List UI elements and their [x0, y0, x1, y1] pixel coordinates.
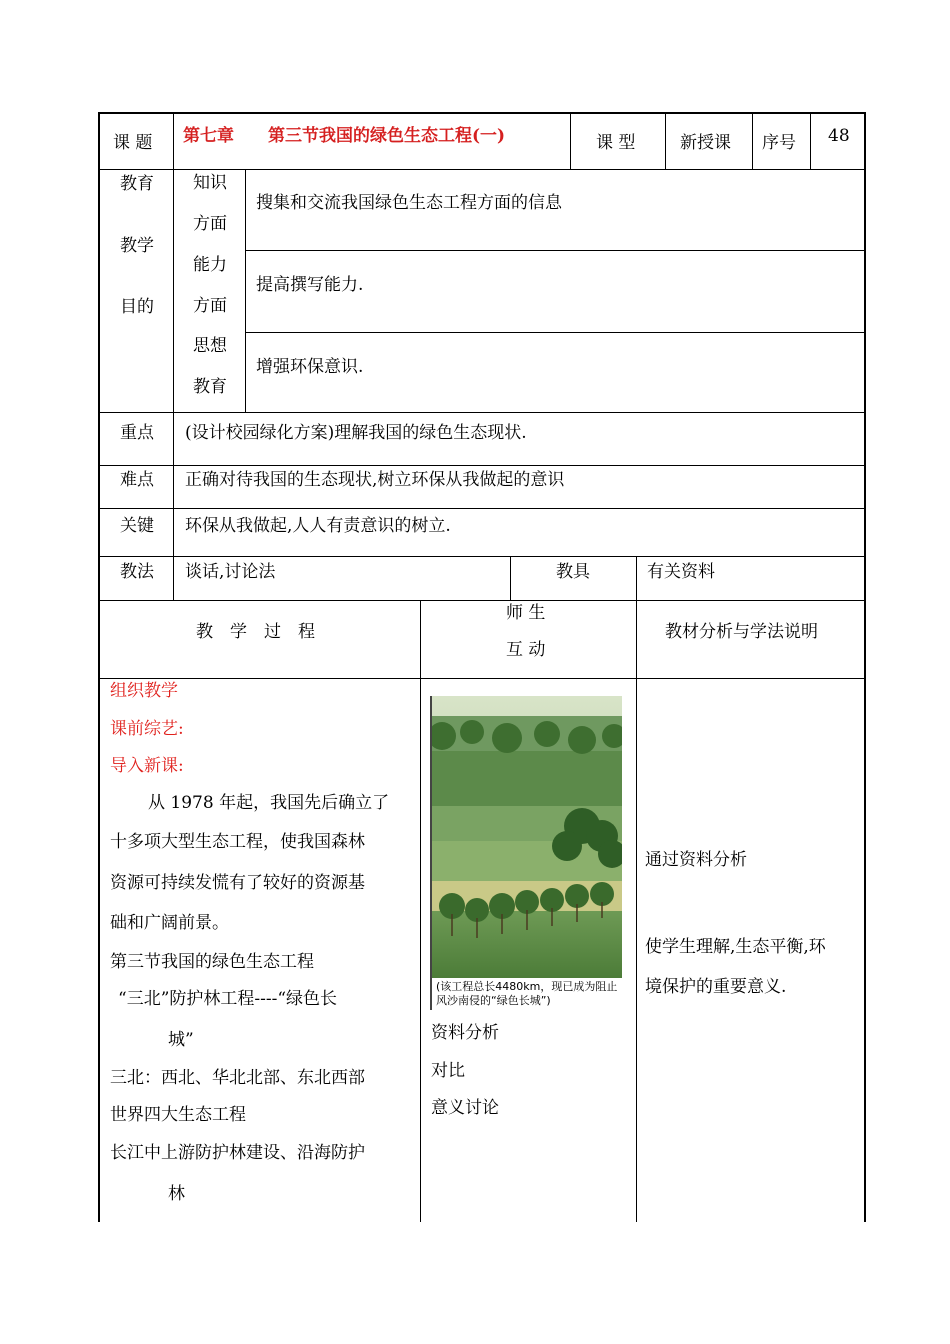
interaction-col-header: 互 动	[506, 640, 546, 660]
process-text: 世界四大生态工程	[110, 1105, 246, 1125]
kexing-label: 课 型	[596, 133, 636, 153]
jiaofa-label: 教法	[120, 562, 154, 582]
objective-category: 知识	[193, 173, 227, 193]
process-text: 础和广阔前景。	[110, 913, 229, 933]
objective-text: 增强环保意识.	[256, 357, 364, 377]
lesson-plan-table	[98, 112, 866, 1222]
analysis-text: 通过资料分析	[645, 850, 747, 870]
rule	[510, 556, 511, 600]
keti-label: 课 题	[113, 133, 153, 153]
zhongdian-text: (设计校园绿化方案)理解我国的绿色生态现状.	[185, 423, 527, 443]
analysis-text: 使学生理解,生态平衡,环	[645, 937, 826, 957]
step-warmup: 课前综艺:	[110, 719, 184, 739]
rule	[636, 556, 637, 1222]
rule	[245, 250, 865, 251]
interaction-item: 意义讨论	[431, 1098, 499, 1118]
rule	[100, 600, 865, 601]
objectives-label-2: 教学	[120, 236, 154, 256]
step-organize: 组织教学	[110, 681, 178, 701]
rule	[570, 112, 571, 169]
interaction-col-header: 师 生	[506, 603, 546, 623]
objective-category: 方面	[193, 296, 227, 316]
photo-caption: (该工程总长4480km，现已成为阻止风沙南侵的“绿色长城”)	[432, 978, 622, 1010]
objectives-label-3: 目的	[120, 297, 154, 317]
lesson-title: 第七章 第三节我国的绿色生态工程(一)	[183, 126, 506, 146]
interaction-item: 资料分析	[431, 1023, 499, 1043]
analysis-text: 境保护的重要意义.	[645, 977, 787, 997]
interaction-item: 对比	[431, 1061, 465, 1081]
rule	[100, 169, 865, 170]
objective-category: 方面	[193, 214, 227, 234]
objectives-label-1: 教育	[120, 174, 154, 194]
rule	[245, 169, 246, 412]
rule	[173, 112, 174, 600]
objective-category: 能力	[193, 255, 227, 275]
step-intro: 导入新课:	[110, 756, 184, 776]
guanjian-text: 环保从我做起,人人有责意识的树立.	[185, 516, 451, 536]
nandian-label: 难点	[120, 470, 154, 490]
process-text: 林	[168, 1184, 185, 1204]
zhongdian-label: 重点	[120, 423, 154, 443]
rule	[420, 600, 421, 1222]
rule	[810, 112, 811, 169]
process-col-header: 教 学 过 程	[196, 622, 315, 642]
process-text: 十多项大型生态工程，使我国森林	[110, 832, 365, 852]
nandian-text: 正确对待我国的生态现状,树立环保从我做起的意识	[185, 470, 565, 490]
process-text: 第三节我国的绿色生态工程	[110, 952, 314, 972]
jiaoju-label: 教具	[556, 562, 590, 582]
shelterbelt-photo	[430, 696, 622, 1010]
rule	[100, 508, 865, 509]
landscape-illustration	[432, 696, 622, 1010]
process-text: 资源可持续发慌有了较好的资源基	[110, 873, 365, 893]
objective-category: 思想	[193, 336, 227, 356]
jiaofa-text: 谈话,讨论法	[185, 562, 276, 582]
xuhao-label: 序号	[762, 133, 796, 153]
process-text: 三北：西北、华北北部、东北西部	[110, 1068, 365, 1088]
rule	[100, 556, 865, 557]
rule	[100, 465, 865, 466]
process-text: “三北”防护林工程----“绿色长	[118, 989, 338, 1009]
objective-text: 搜集和交流我国绿色生态工程方面的信息	[256, 193, 562, 213]
rule	[100, 678, 865, 679]
rule	[245, 332, 865, 333]
rule	[665, 112, 666, 169]
rule	[100, 412, 865, 413]
objective-category: 教育	[193, 377, 227, 397]
process-text: 城”	[168, 1030, 194, 1050]
xuhao-value: 48	[828, 126, 850, 146]
rule	[752, 112, 753, 169]
jiaoju-text: 有关资料	[647, 562, 715, 582]
guanjian-label: 关键	[120, 516, 154, 536]
analysis-col-header: 教材分析与学法说明	[665, 622, 818, 642]
process-text: 从 1978 年起，我国先后确立了	[148, 793, 390, 813]
objective-text: 提高撰写能力.	[256, 275, 364, 295]
process-text: 长江中上游防护林建设、沿海防护	[110, 1143, 365, 1163]
kexing-value: 新授课	[680, 133, 731, 153]
